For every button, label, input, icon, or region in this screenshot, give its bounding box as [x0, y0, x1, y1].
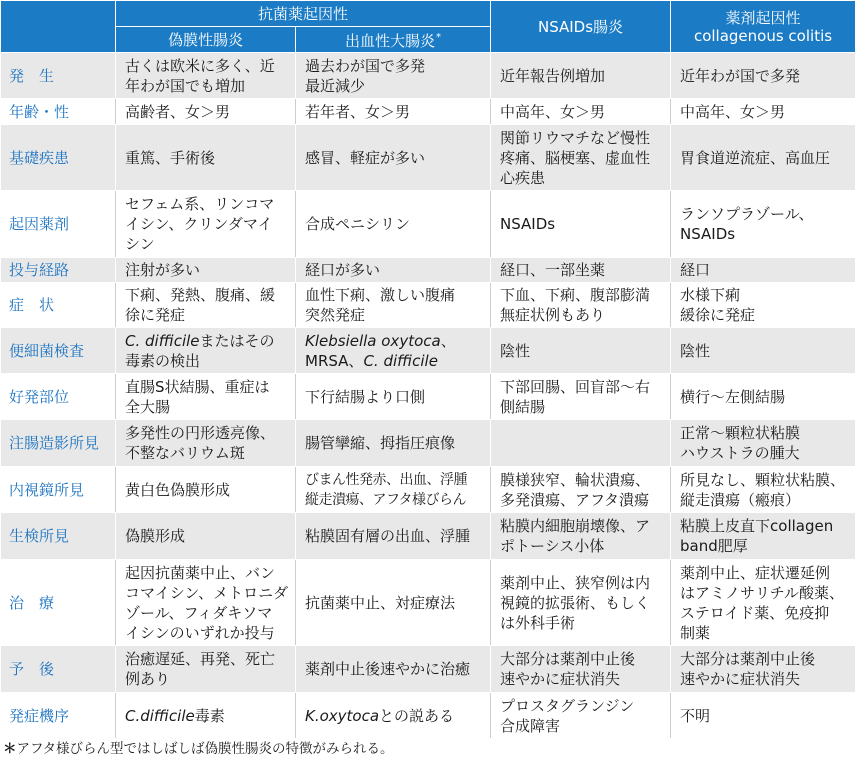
cell-pseudomembranous: 黄白色偽膜形成: [116, 467, 296, 513]
cell-hemorrhagic: 薬剤中止後速やかに治癒: [296, 646, 491, 693]
cell-hemorrhagic: 下行結腸より口側: [296, 374, 491, 420]
cell-hemorrhagic: 合成ペニシリン: [296, 191, 491, 258]
header-antibiotic-group: 抗菌薬起因性: [116, 1, 491, 27]
cell-hemorrhagic: [296, 693, 491, 739]
table-body: [1, 53, 855, 739]
row-label: 基礎疾患: [1, 125, 116, 191]
footnote-marker: *: [436, 32, 441, 43]
header-row-1: [1, 1, 855, 27]
cell-pseudomembranous: 治癒遅延、再発、死亡 例あり: [116, 646, 296, 693]
row-predilection-site: [1, 374, 855, 420]
header-nsaids-colitis: NSAIDs腸炎: [491, 1, 671, 53]
header-hemorrhagic-colitis: [296, 27, 491, 53]
cell-collagenous: 大部分は薬剤中止後 速やかに症状消失: [671, 646, 855, 693]
header-collagenous-line2: collagenous colitis: [671, 27, 855, 45]
row-label: 好発部位: [1, 374, 116, 420]
cell-nsaids: 薬剤中止、狭窄例は内 視鏡的拡張術、もしく は外科手術: [491, 560, 671, 646]
cell-text: 毒素: [195, 707, 225, 725]
cell-hemorrhagic: [296, 328, 491, 374]
cell-collagenous: 陰性: [671, 328, 855, 374]
cell-hemorrhagic: びまん性発赤、出血、浮腫 縦走潰瘍、アフタ様びらん: [296, 467, 491, 513]
footnote-asterisk: ＊: [3, 741, 17, 757]
cell-hemorrhagic: 感冒、軽症が多い: [296, 125, 491, 191]
cell-pseudomembranous: 注射が多い: [116, 258, 296, 283]
cell-hemorrhagic: 腸管攣縮、拇指圧痕像: [296, 420, 491, 467]
cell-pseudomembranous: 高齢者、女＞男: [116, 99, 296, 125]
cell-collagenous: ランソプラゾール、 NSAIDs: [671, 191, 855, 258]
cell-hemorrhagic: 抗菌薬中止、対症療法: [296, 560, 491, 646]
row-label: 投与経路: [1, 258, 116, 283]
row-label: 症 状: [1, 283, 116, 328]
row-onset: [1, 53, 855, 99]
cell-pseudomembranous: [116, 693, 296, 739]
row-label: 注腸造影所見: [1, 420, 116, 467]
row-causative-drug: [1, 191, 855, 258]
cell-hemorrhagic: 若年者、女＞男: [296, 99, 491, 125]
header-corner: [1, 1, 116, 53]
row-treatment: [1, 560, 855, 646]
cell-pseudomembranous: 古くは欧米に多く、近 年わが国でも増加: [116, 53, 296, 99]
cell-pseudomembranous: [116, 328, 296, 374]
cell-collagenous: 胃食道逆流症、高血圧: [671, 125, 855, 191]
cell-nsaids: 粘膜内細胞崩壊像、ア ポトーシス小体: [491, 513, 671, 560]
cell-nsaids: 経口、一部坐薬: [491, 258, 671, 283]
row-label: 発 生: [1, 53, 116, 99]
cell-nsaids: 近年報告例増加: [491, 53, 671, 99]
organism-name: C. difficile: [363, 352, 438, 370]
row-label: 内視鏡所見: [1, 467, 116, 513]
cell-pseudomembranous: 多発性の円形透亮像、 不整なバリウム斑: [116, 420, 296, 467]
cell-nsaids: [491, 420, 671, 467]
row-label: 年齢・性: [1, 99, 116, 125]
header-collagenous-line1: 薬剤起因性: [671, 9, 855, 27]
footnote-text: アフタ様びらん型ではしばしば偽膜性腸炎の特徴がみられる。: [17, 741, 394, 757]
organism-name: C.difficile: [125, 707, 195, 725]
cell-hemorrhagic: 過去わが国で多発 最近減少: [296, 53, 491, 99]
cell-text: 、 MRSA、: [305, 332, 456, 370]
cell-nsaids: 中高年、女＞男: [491, 99, 671, 125]
row-label: 起因薬剤: [1, 191, 116, 258]
header-hemorrhagic-label: 出血性大腸炎: [345, 32, 435, 50]
cell-text: またはその 毒素の検出: [125, 332, 275, 370]
organism-name: C. difficile: [125, 332, 200, 350]
cell-collagenous: 粘膜上皮直下collagen band肥厚: [671, 513, 855, 560]
row-underlying-disease: [1, 125, 855, 191]
cell-text: との説ある: [379, 707, 454, 725]
cell-nsaids: プロスタグランジン 合成障害: [491, 693, 671, 739]
cell-nsaids: 下部回腸、回盲部～右 側結腸: [491, 374, 671, 420]
table-header: [1, 1, 855, 53]
cell-pseudomembranous: 偽膜形成: [116, 513, 296, 560]
row-label: 発症機序: [1, 693, 116, 739]
cell-collagenous: 正常～顆粒状粘膜 ハウストラの腫大: [671, 420, 855, 467]
row-label: 予 後: [1, 646, 116, 693]
cell-collagenous: 薬剤中止、症状遷延例 はアミノサリチル酸薬、 ステロイド薬、免疫抑 制薬: [671, 560, 855, 646]
cell-pseudomembranous: セフェム系、リンコマ イシン、クリンダマイ シン: [116, 191, 296, 258]
row-mechanism: [1, 693, 855, 739]
header-collagenous-colitis: [671, 1, 855, 53]
row-stool-culture: [1, 328, 855, 374]
row-label: 治 療: [1, 560, 116, 646]
row-label: 生検所見: [1, 513, 116, 560]
row-barium-enema: [1, 420, 855, 467]
cell-hemorrhagic: 血性下痢、激しい腹痛 突然発症: [296, 283, 491, 328]
row-biopsy: [1, 513, 855, 560]
cell-collagenous: 経口: [671, 258, 855, 283]
cell-collagenous: 水様下痢 緩徐に発症: [671, 283, 855, 328]
cell-collagenous: 所見なし、顆粒状粘膜、 縦走潰瘍（瘢痕）: [671, 467, 855, 513]
cell-collagenous: 横行～左側結腸: [671, 374, 855, 420]
cell-nsaids: 下血、下痢、腹部膨満 無症状例もあり: [491, 283, 671, 328]
organism-name: Klebsiella oxytoca: [305, 332, 441, 350]
cell-collagenous: 不明: [671, 693, 855, 739]
cell-pseudomembranous: 下痢、発熱、腹痛、緩 徐に発症: [116, 283, 296, 328]
cell-pseudomembranous: 直腸S状結腸、重症は 全大腸: [116, 374, 296, 420]
row-prognosis: [1, 646, 855, 693]
row-symptoms: [1, 283, 855, 328]
cell-pseudomembranous: 起因抗菌薬中止、バン コマイシン、メトロニダ ゾール、フィダキソマ イシンのいずれか投与: [116, 560, 296, 646]
row-label: 便細菌検査: [1, 328, 116, 374]
row-route: [1, 258, 855, 283]
cell-collagenous: 中高年、女＞男: [671, 99, 855, 125]
cell-nsaids: NSAIDs: [491, 191, 671, 258]
cell-collagenous: 近年わが国で多発: [671, 53, 855, 99]
cell-nsaids: 関節リウマチなど慢性 疼痛、脳梗塞、虚血性 心疾患: [491, 125, 671, 191]
cell-nsaids: 大部分は薬剤中止後 速やかに症状消失: [491, 646, 671, 693]
cell-hemorrhagic: 粘膜固有層の出血、浮腫: [296, 513, 491, 560]
row-endoscopy: [1, 467, 855, 513]
organism-name: K.oxytoca: [305, 707, 379, 725]
cell-nsaids: 陰性: [491, 328, 671, 374]
row-age-sex: [1, 99, 855, 125]
cell-hemorrhagic: 経口が多い: [296, 258, 491, 283]
footnote: [0, 739, 855, 760]
cell-pseudomembranous: 重篤、手術後: [116, 125, 296, 191]
header-pseudomembranous-colitis: 偽膜性腸炎: [116, 27, 296, 53]
cell-nsaids: 膜様狭窄、輪状潰瘍、 多発潰瘍、アフタ潰瘍: [491, 467, 671, 513]
